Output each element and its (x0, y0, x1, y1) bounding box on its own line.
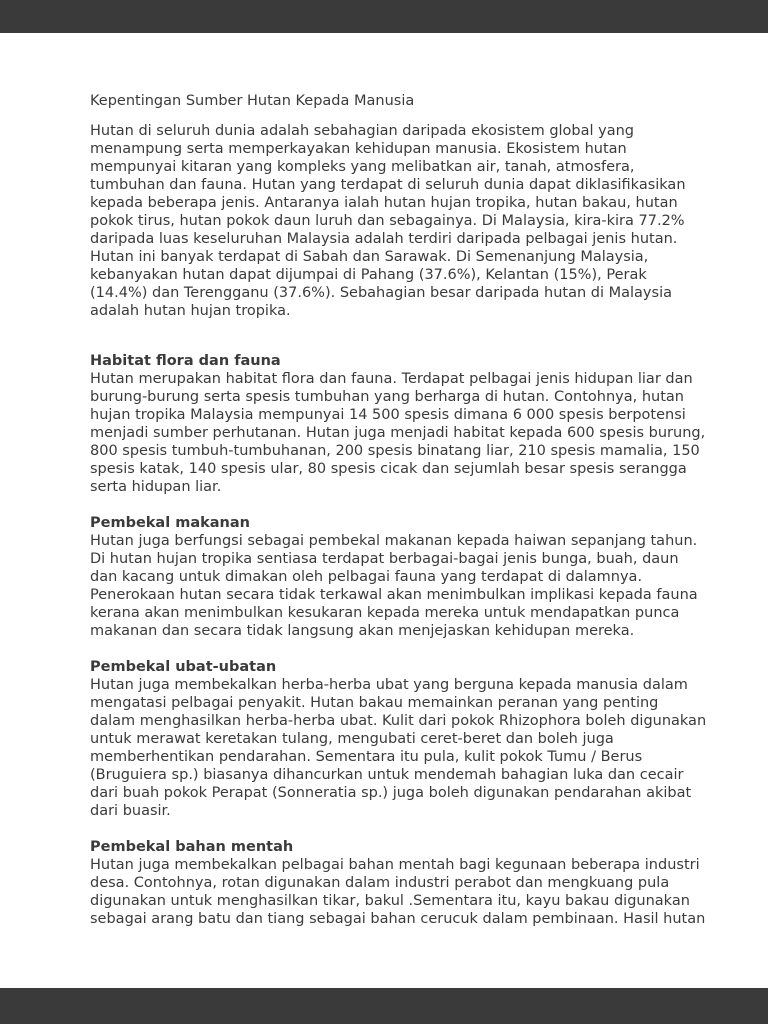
section-pembekal-ubat-ubatan (90, 658, 730, 820)
letterbox-bottom (0, 988, 768, 1024)
section-pembekal-bahan-mentah (90, 838, 730, 928)
letterbox-top (0, 0, 768, 33)
section-heading: Pembekal bahan mentah (90, 839, 294, 855)
section-habitat-flora-dan-fauna (90, 352, 730, 496)
section-paragraph: Hutan juga membekalkan pelbagai bahan mentah bagi kegunaan beberapa industri desa. Contohnya, rotan digunakan dalam industri perabot dan mengkuang pula digunakan untuk menghasilkan tikar, bakul .Sementara itu, kayu bakau digunakan sebagai arang batu dan tiang sebagai bahan cerucuk dalam pembinaan. Hasil hutan (90, 857, 706, 927)
document-page (90, 92, 730, 928)
section-heading: Pembekal ubat-ubatan (90, 659, 277, 675)
doc-title: Kepentingan Sumber Hutan Kepada Manusia (90, 93, 415, 109)
section-heading: Pembekal makanan (90, 515, 250, 531)
section-paragraph: Hutan juga membekalkan herba-herba ubat yang berguna kepada manusia dalam mengatasi pelbagai penyakit. Hutan bakau memainkan peranan yang penting dalam menghasilkan herba-herba ubat. Kulit dari pokok Rhizophora boleh digunakan untuk merawat keretakan tulang, mengubati ceret-beret dan boleh juga memberhentikan pendarahan. Sementara itu pula, kulit pokok Tumu / Berus (Bruguiera sp.) biasanya dihancurkan untuk mendemah bahagian luka dan cecair dari buah pokok Perapat (Sonneratia sp.) juga boleh digunakan pendarahan akibat dari buasir. (90, 677, 707, 819)
intro-paragraph: Hutan di seluruh dunia adalah sebahagian daripada ekosistem global yang menampung serta memperkayakan kehidupan manusia. Ekosistem hutan mempunyai kitaran yang kompleks yang melibatkan air, tanah, atmosfera, tumbuhan dan fauna. Hutan yang terdapat di seluruh dunia dapat diklasifikasikan kepada beberapa jenis. Antaranya ialah hutan hujan tropika, hutan bakau, hutan pokok tirus, hutan pokok daun luruh dan sebagainya. Di Malaysia, kira-kira 77.2% daripada luas keseluruhan Malaysia adalah terdiri daripada pelbagai jenis hutan. Hutan ini banyak terdapat di Sabah dan Sarawak. Di Semenanjung Malaysia, kebanyakan hutan dapat dijumpai di Pahang (37.6%), Kelantan (15%), Perak (14.4%) dan Terengganu (37.6%). Sebahagian besar daripada hutan di Malaysia adalah hutan hujan tropika. (90, 123, 686, 319)
section-pembekal-makanan (90, 514, 730, 640)
section-heading: Habitat flora dan fauna (90, 353, 281, 369)
section-paragraph: Hutan merupakan habitat flora dan fauna. Terdapat pelbagai jenis hidupan liar dan burung-burung serta spesis tumbuhan yang berharga di hutan. Contohnya, hutan hujan tropika Malaysia mempunyai 14 500 spesis dimana 6 000 spesis berpotensi menjadi sumber perhutanan. Hutan juga menjadi habitat kepada 600 spesis burung, 800 spesis tumbuh-tumbuhanan, 200 spesis binatang liar, 210 spesis mamalia, 150 spesis katak, 140 spesis ular, 80 spesis cicak dan sejumlah besar spesis serangga serta hidupan liar. (90, 371, 706, 495)
section-paragraph: Hutan juga berfungsi sebagai pembekal makanan kepada haiwan sepanjang tahun. Di hutan hujan tropika sentiasa terdapat berbagai-bagai jenis bunga, buah, daun dan kacang untuk dimakan oleh pelbagai fauna yang terdapat di dalamnya. Penerokaan hutan secara tidak terkawal akan menimbulkan implikasi kepada fauna kerana akan menimbulkan kesukaran kepada mereka untuk mendapatkan punca makanan dan secara tidak langsung akan menjejaskan kehidupan mereka. (90, 533, 698, 639)
